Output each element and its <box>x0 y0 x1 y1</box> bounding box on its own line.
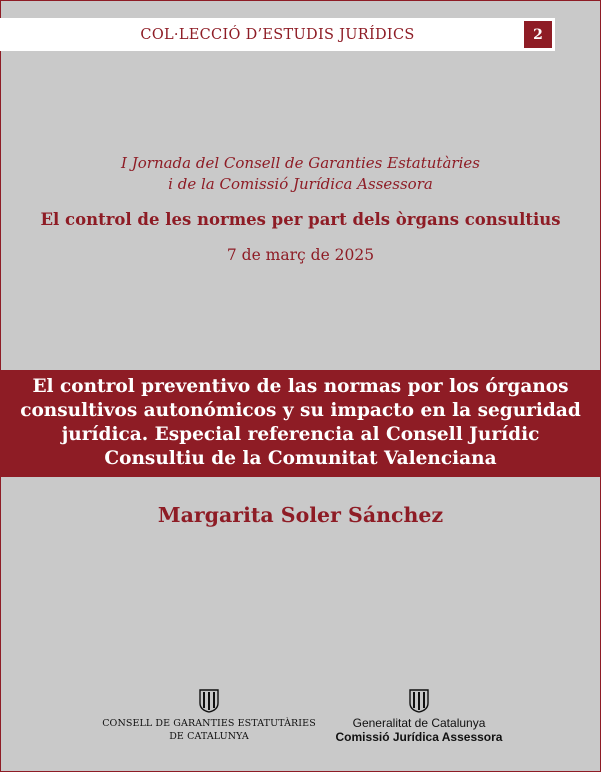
catalan-coat-of-arms-icon <box>409 689 429 713</box>
generalitat-logo-line-1: Generalitat de Catalunya <box>352 716 486 730</box>
conference-date: 7 de març de 2025 <box>226 246 375 264</box>
work-title-line-3: jurídica. Especial referencia al Consell Jurídic <box>61 424 540 445</box>
series-title: COL·LECCIÓ D’ESTUDIS JURÍDICS <box>140 26 415 43</box>
volume-number-badge: 2 <box>524 21 552 48</box>
conference-title: El control de les normes per part dels òrgans consultius <box>40 210 561 229</box>
work-title-line-1: El control preventivo de las normas por los órganos <box>32 376 569 397</box>
series-header-bar <box>0 18 555 51</box>
catalan-coat-of-arms-icon <box>199 689 219 713</box>
author-name: Margarita Soler Sánchez <box>157 503 444 527</box>
conference-name-line-1: I Jornada del Consell de Garanties Estatutàries <box>121 154 480 172</box>
generalitat-logo-line-2: Comissió Jurídica Assessora <box>335 730 503 744</box>
cgare-logo-line-1: CONSELL DE GARANTIES ESTATUTÀRIES <box>102 718 316 729</box>
work-title-line-4: Consultiu de la Comunitat Valenciana <box>104 448 497 469</box>
cgare-logo-line-2: DE CATALUNYA <box>169 731 249 742</box>
conference-name-line-2: i de la Comissió Jurídica Assessora <box>168 175 433 193</box>
work-title-line-2: consultivos autonómicos y su impacto en la seguridad <box>20 400 581 421</box>
